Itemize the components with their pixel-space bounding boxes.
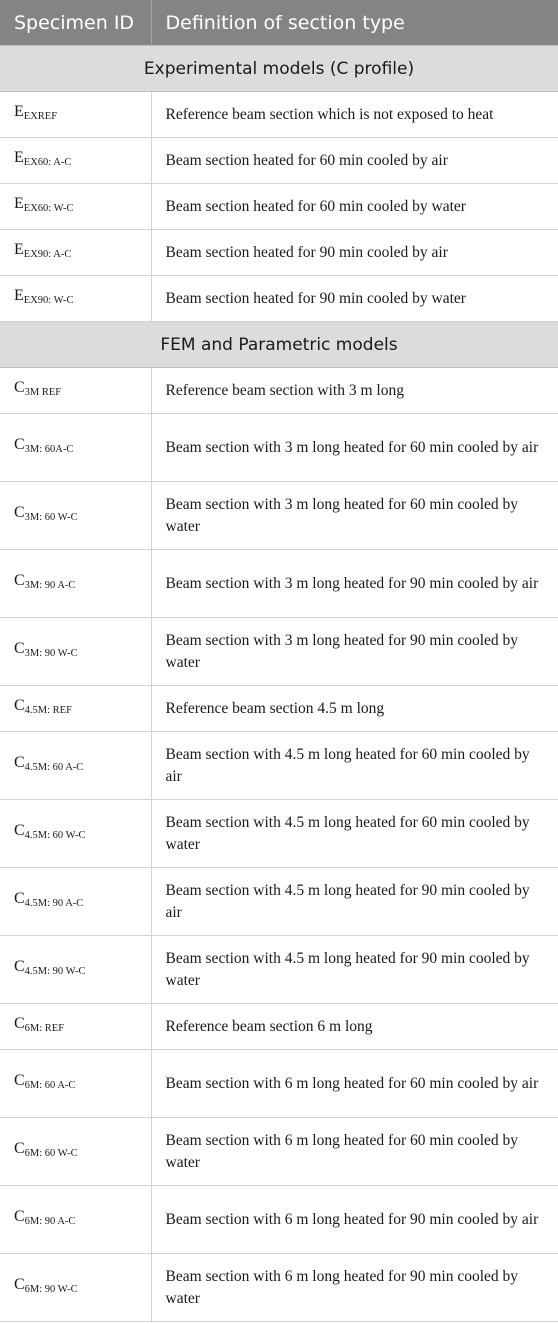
- specimen-id-sub: EX60: W-C: [23, 203, 74, 214]
- specimen-id-sub: 3M: 90 W-C: [24, 648, 78, 659]
- table-header: [0, 0, 558, 46]
- definition-cell: Beam section with 6 m long heated for 90 min cooled by air: [151, 1186, 558, 1254]
- specimen-id-main: C: [14, 504, 25, 521]
- table-row: [0, 482, 558, 550]
- definition-cell: Beam section with 3 m long heated for 90 min cooled by air: [151, 550, 558, 618]
- table-row: [0, 138, 558, 184]
- specimen-id-main: C: [14, 754, 25, 771]
- table-row: [0, 1050, 558, 1118]
- header-definition: Definition of section type: [151, 0, 558, 46]
- table-row: [0, 800, 558, 868]
- header-row: [0, 0, 558, 46]
- definition-cell: Beam section with 4.5 m long heated for 90 min cooled by water: [151, 936, 558, 1004]
- specimen-id-sub: EX90: A-C: [23, 249, 72, 260]
- specimen-id-sub: 4.5M: REF: [24, 705, 72, 716]
- specimen-id-cell: [0, 1186, 151, 1254]
- definition-cell: Beam section with 4.5 m long heated for 60 min cooled by air: [151, 732, 558, 800]
- specimen-id-cell: [0, 368, 151, 414]
- specimen-id-main: C: [14, 822, 25, 839]
- specimen-id-cell: [0, 184, 151, 230]
- specimen-id-main: E: [14, 287, 24, 304]
- specimen-id-sub: 6M: 90 A-C: [24, 1216, 76, 1227]
- specimen-id-sub: EX60: A-C: [23, 157, 72, 168]
- header-specimen-id: Specimen ID: [0, 0, 151, 46]
- specimen-id-main: E: [14, 241, 24, 258]
- definition-cell: Reference beam section with 3 m long: [151, 368, 558, 414]
- specimen-id-main: E: [14, 195, 24, 212]
- table-row: [0, 1254, 558, 1322]
- definition-cell: Beam section with 4.5 m long heated for 90 min cooled by air: [151, 868, 558, 936]
- definition-cell: Beam section with 3 m long heated for 60 min cooled by air: [151, 414, 558, 482]
- specimen-id-main: C: [14, 1140, 25, 1157]
- specimen-id-cell: [0, 732, 151, 800]
- specimen-id-cell: [0, 138, 151, 184]
- table-row: [0, 184, 558, 230]
- table-row: [0, 1186, 558, 1254]
- specimen-id-main: C: [14, 572, 25, 589]
- definition-cell: Beam section with 3 m long heated for 90 min cooled by water: [151, 618, 558, 686]
- table-row: [0, 618, 558, 686]
- definition-cell: Beam section with 6 m long heated for 60 min cooled by air: [151, 1050, 558, 1118]
- definition-cell: Reference beam section which is not exposed to heat: [151, 92, 558, 138]
- specimen-id-cell: [0, 1004, 151, 1050]
- specimen-id-main: C: [14, 436, 25, 453]
- definition-cell: Beam section with 6 m long heated for 60 min cooled by water: [151, 1118, 558, 1186]
- specimen-id-main: E: [14, 103, 24, 120]
- specimen-id-main: C: [14, 379, 25, 396]
- specimen-id-sub: 6M: REF: [24, 1023, 65, 1034]
- specimen-id-cell: [0, 868, 151, 936]
- definition-cell: Beam section heated for 60 min cooled by water: [151, 184, 558, 230]
- specimen-id-cell: [0, 800, 151, 868]
- definition-cell: Beam section with 6 m long heated for 90 min cooled by water: [151, 1254, 558, 1322]
- specimen-id-main: E: [14, 149, 24, 166]
- specimen-id-sub: 3M: 90 A-C: [24, 580, 76, 591]
- definition-cell: Beam section with 4.5 m long heated for 60 min cooled by water: [151, 800, 558, 868]
- group-title: FEM and Parametric models: [0, 322, 558, 368]
- specimen-id-sub: 6M: 90 W-C: [24, 1284, 78, 1295]
- specimen-id-main: C: [14, 1208, 25, 1225]
- specimen-id-sub: 6M: 60 W-C: [24, 1148, 78, 1159]
- table-body: [0, 46, 558, 1322]
- definition-cell: Beam section heated for 90 min cooled by water: [151, 276, 558, 322]
- specimen-id-sub: 4.5M: 60 W-C: [24, 830, 86, 841]
- table-row: [0, 868, 558, 936]
- specimen-id-main: C: [14, 1276, 25, 1293]
- specimen-id-cell: [0, 92, 151, 138]
- specimen-id-sub: 4.5M: 60 A-C: [24, 762, 84, 773]
- definition-cell: Beam section heated for 90 min cooled by air: [151, 230, 558, 276]
- group-title: Experimental models (C profile): [0, 46, 558, 92]
- table-row: [0, 1004, 558, 1050]
- specimen-id-main: C: [14, 1015, 25, 1032]
- table-row: [0, 1118, 558, 1186]
- table-row: [0, 368, 558, 414]
- table-row: [0, 230, 558, 276]
- specimen-id-cell: [0, 1118, 151, 1186]
- specimen-id-cell: [0, 414, 151, 482]
- specimen-id-cell: [0, 276, 151, 322]
- specimen-id-sub: 3M: 60 W-C: [24, 512, 78, 523]
- specimen-id-cell: [0, 686, 151, 732]
- specimen-id-sub: EX90: W-C: [23, 295, 74, 306]
- specimen-id-sub: 3M: 60A-C: [24, 444, 74, 455]
- table-row: [0, 732, 558, 800]
- table-row: [0, 414, 558, 482]
- table-row: [0, 550, 558, 618]
- group-row: [0, 46, 558, 92]
- specimen-id-main: C: [14, 1072, 25, 1089]
- specimen-id-main: C: [14, 640, 25, 657]
- specimen-id-sub: 4.5M: 90 W-C: [24, 966, 86, 977]
- specimen-id-sub: EXREF: [23, 111, 58, 122]
- table-row: [0, 686, 558, 732]
- group-row: [0, 322, 558, 368]
- specimen-id-cell: [0, 482, 151, 550]
- specimen-id-cell: [0, 936, 151, 1004]
- specimen-id-cell: [0, 550, 151, 618]
- specimen-id-main: C: [14, 890, 25, 907]
- specimen-id-sub: 6M: 60 A-C: [24, 1080, 76, 1091]
- specimen-id-cell: [0, 230, 151, 276]
- definition-cell: Beam section heated for 60 min cooled by air: [151, 138, 558, 184]
- specimen-id-main: C: [14, 958, 25, 975]
- specimen-id-cell: [0, 1254, 151, 1322]
- specimen-id-cell: [0, 1050, 151, 1118]
- table-row: [0, 92, 558, 138]
- definition-cell: Reference beam section 6 m long: [151, 1004, 558, 1050]
- table-row: [0, 936, 558, 1004]
- specimen-id-sub: 3M REF: [24, 387, 62, 398]
- specimen-id-cell: [0, 618, 151, 686]
- specimen-id-sub: 4.5M: 90 A-C: [24, 898, 84, 909]
- definition-cell: Beam section with 3 m long heated for 60 min cooled by water: [151, 482, 558, 550]
- definition-cell: Reference beam section 4.5 m long: [151, 686, 558, 732]
- table-row: [0, 276, 558, 322]
- specimen-id-main: C: [14, 697, 25, 714]
